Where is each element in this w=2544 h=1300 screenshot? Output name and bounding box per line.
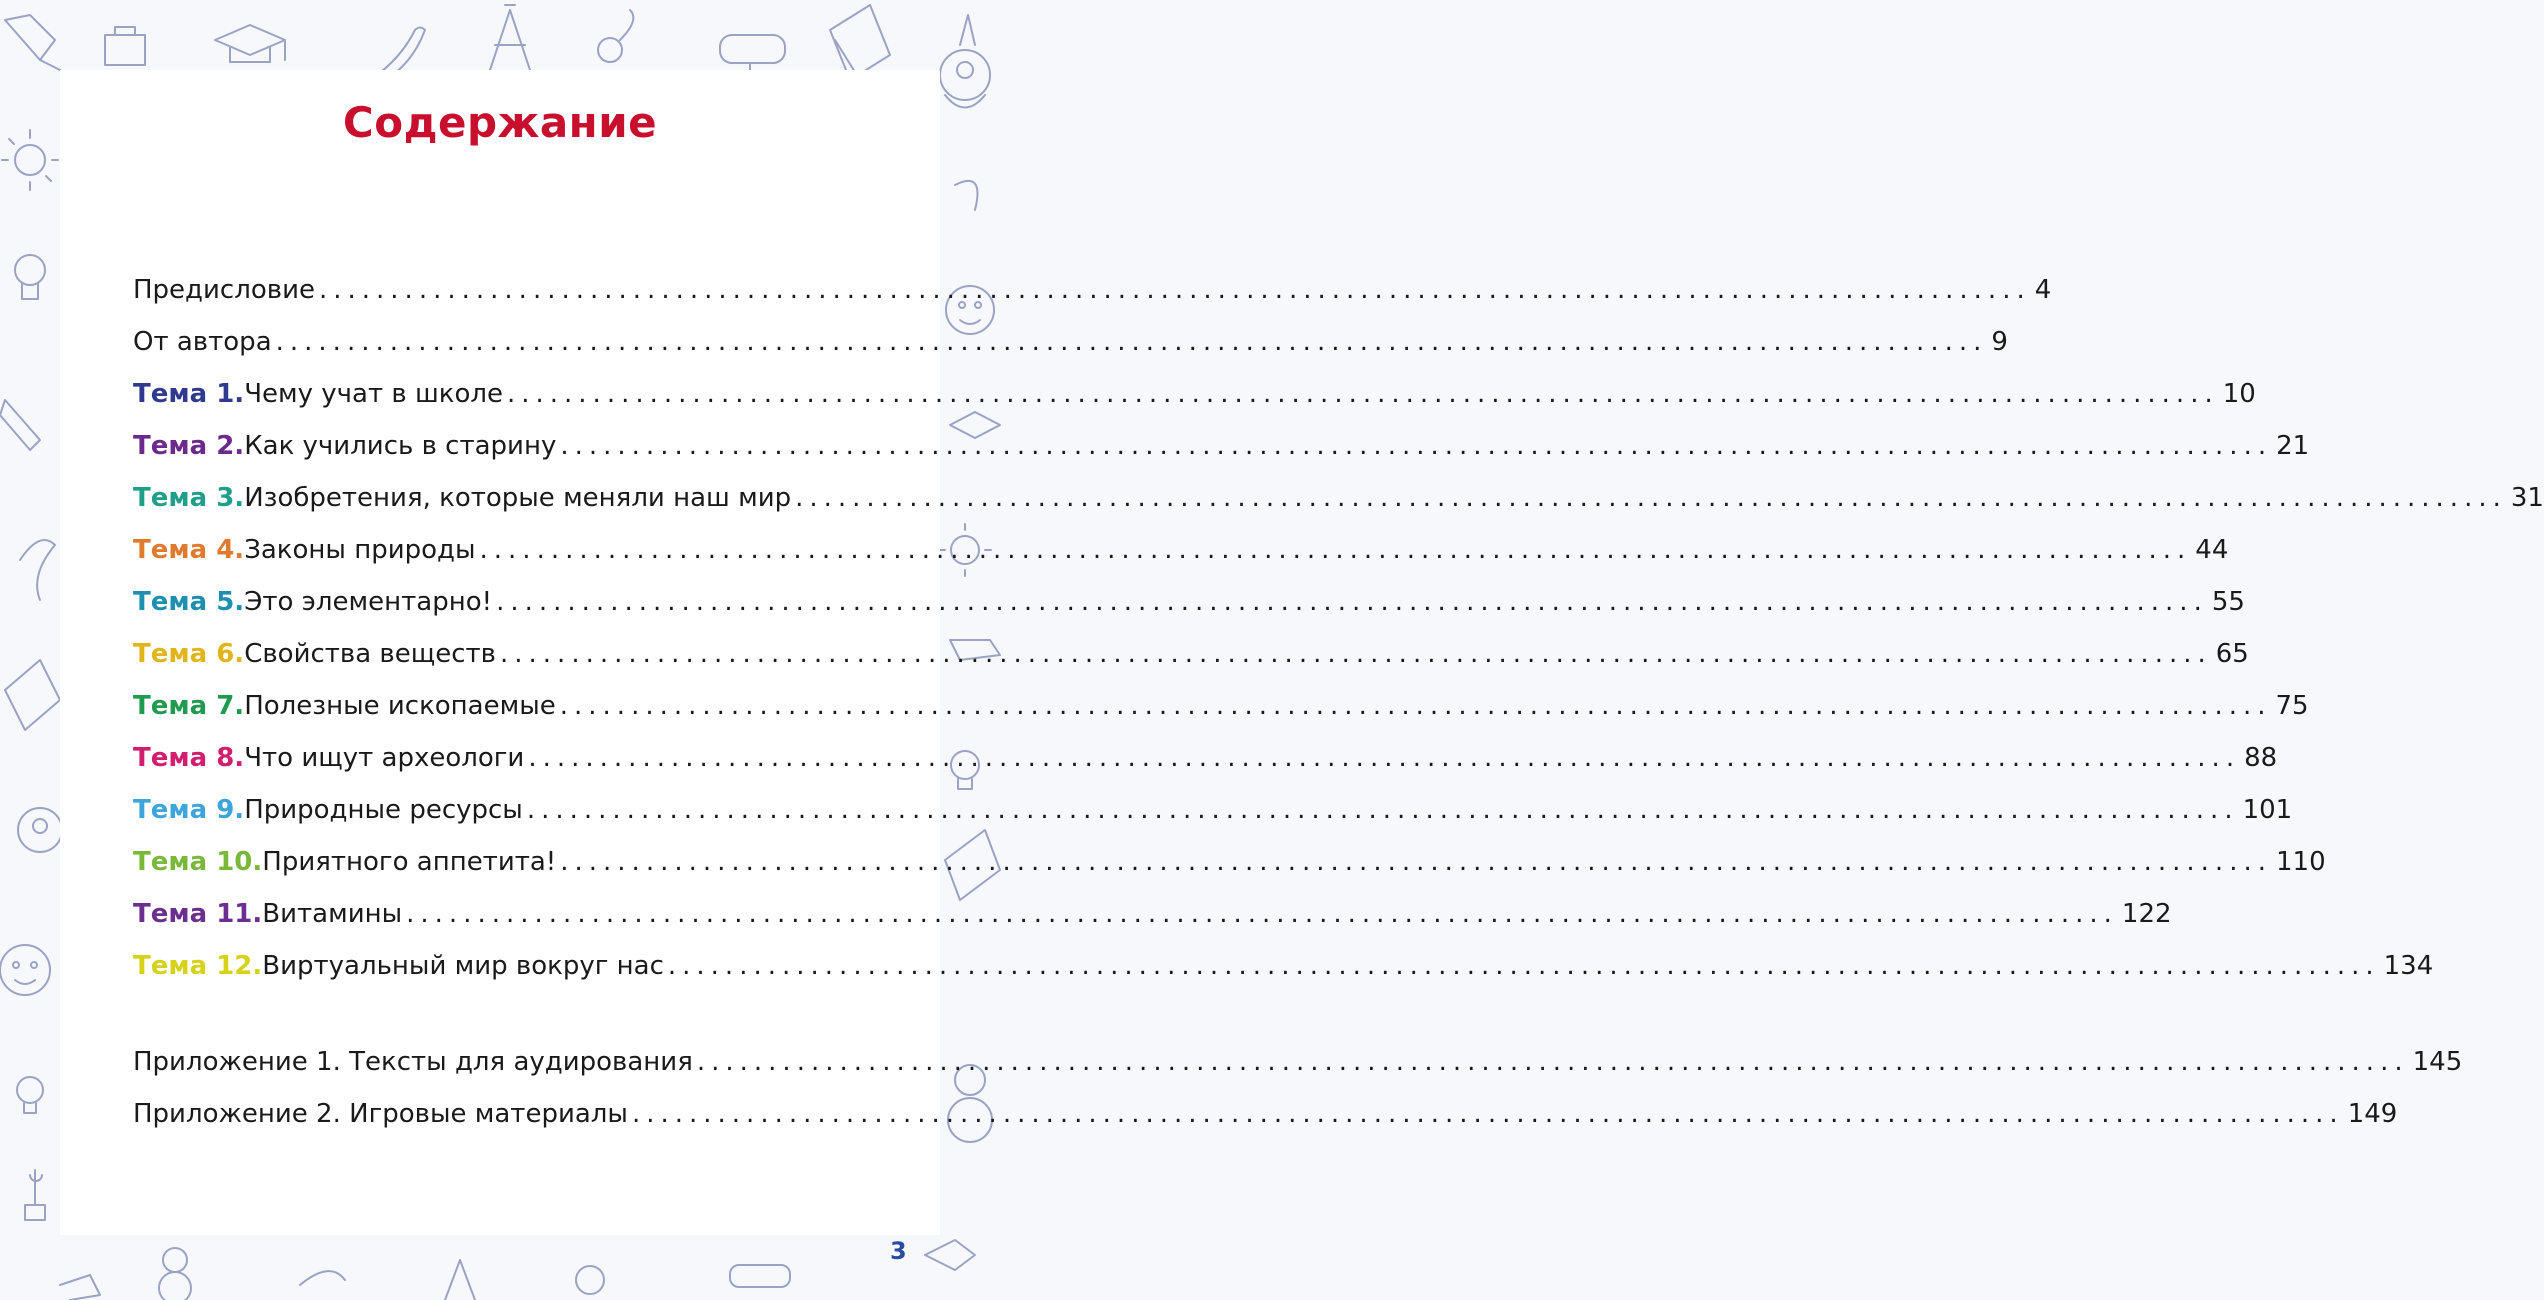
toc-row-topic-3[interactable] xyxy=(133,472,2544,524)
topic-number: Тема 11. xyxy=(133,899,263,929)
dot-leader: ........................................................................................................................ xyxy=(560,847,2272,877)
dot-leader: ........................................................................................................................ xyxy=(496,587,2208,617)
dot-leader: ........................................................................................................................ xyxy=(506,379,2219,409)
toc-page-number: 10 xyxy=(2222,379,2256,409)
toc-page-number: 122 xyxy=(2121,899,2172,929)
toc-label: Витамины xyxy=(262,899,403,929)
dot-leader: ........................................................................................................................ xyxy=(526,795,2239,825)
pencil-icon xyxy=(0,400,40,450)
lightbulb-icon xyxy=(15,255,45,299)
toc-label: Свойства веществ xyxy=(244,639,496,669)
dot-leader: ........................................................................................................................ xyxy=(528,743,2241,773)
toc-label: Чему учат в школе xyxy=(244,379,503,409)
toc-page-number: 88 xyxy=(2244,743,2278,773)
arrow-icon xyxy=(20,540,55,600)
topic-number: Тема 3. xyxy=(133,483,245,513)
toc-page-number: 134 xyxy=(2383,951,2434,981)
toc-label: Что ищут археологи xyxy=(244,743,525,773)
lightbulb-icon xyxy=(598,10,633,62)
toc-row-topic-5[interactable] xyxy=(133,576,2245,628)
topic-number: Тема 8. xyxy=(133,743,245,773)
toc-row-topic-6[interactable] xyxy=(133,628,2249,680)
toc-label: От автора xyxy=(133,327,272,357)
toc-page-number: 21 xyxy=(2276,431,2310,461)
lightbulb-icon xyxy=(576,1266,604,1294)
toc-label: Как учились в старину xyxy=(244,431,557,461)
toc-label: Изобретения, которые меняли наш мир xyxy=(244,483,792,513)
toc-row-topic-11[interactable] xyxy=(133,888,2172,940)
book-icon xyxy=(830,5,890,80)
toc-page-number: 145 xyxy=(2412,1047,2463,1077)
toc-row-appendix-1[interactable] xyxy=(133,1036,2463,1088)
toc-label: Это элементарно! xyxy=(244,587,493,617)
toc-page-number: 44 xyxy=(2195,535,2229,565)
toc-row-topic-8[interactable] xyxy=(133,732,2278,784)
topic-number: Тема 2. xyxy=(133,431,245,461)
dot-leader: ........................................................................................................................ xyxy=(318,275,2031,305)
toc-page-number: 55 xyxy=(2211,587,2245,617)
toc-page-number: 101 xyxy=(2242,795,2293,825)
toc-page-number: 4 xyxy=(2034,275,2052,305)
dot-leader: ........................................................................................................................ xyxy=(667,951,2380,981)
toc-label: Природные ресурсы xyxy=(244,795,523,825)
toc-row-topic-1[interactable] xyxy=(133,368,2256,420)
arrow-icon xyxy=(60,1275,100,1300)
toc-page-number: 149 xyxy=(2347,1099,2398,1129)
topic-number: Тема 12. xyxy=(133,951,263,981)
dot-leader: ........................................................................................................................ xyxy=(559,691,2272,721)
toc-label: Предисловие xyxy=(133,275,315,305)
dot-leader: ........................................................................................................................ xyxy=(631,1099,2344,1129)
dot-leader: ........................................................................................................................ xyxy=(795,483,2507,513)
snowman-icon xyxy=(159,1248,191,1300)
toc-page-number: 110 xyxy=(2276,847,2326,877)
table-of-contents xyxy=(133,264,2544,992)
toc-label: Приятного аппетита! xyxy=(262,847,557,877)
topic-number: Тема 1. xyxy=(133,379,245,409)
book-icon xyxy=(5,660,60,730)
toc-row-topic-2[interactable] xyxy=(133,420,2310,472)
toc-page-number: 31 xyxy=(2510,483,2544,513)
lightbulb-icon xyxy=(17,1077,43,1113)
dot-leader: ........................................................................................................................ xyxy=(500,639,2212,669)
toc-row-topic-9[interactable] xyxy=(133,784,2293,836)
compass-icon xyxy=(445,1260,475,1300)
page-number: 3 xyxy=(890,1237,907,1265)
dot-leader: ........................................................................................................................ xyxy=(560,431,2273,461)
pencil-icon xyxy=(300,1271,345,1285)
monster-icon xyxy=(940,15,990,108)
compass-icon xyxy=(490,5,530,70)
toc-label: Полезные ископаемые xyxy=(244,691,556,721)
monster-icon xyxy=(18,808,62,852)
topic-number: Тема 5. xyxy=(133,587,245,617)
toc-page-number: 75 xyxy=(2275,691,2309,721)
toc-row-topic-4[interactable] xyxy=(133,524,2229,576)
dot-leader: ........................................................................................................................ xyxy=(275,327,1988,357)
topic-number: Тема 4. xyxy=(133,535,245,565)
topic-number: Тема 10. xyxy=(133,847,263,877)
toc-row-from-author[interactable] xyxy=(133,316,2008,368)
toc-label: Законы природы xyxy=(244,535,476,565)
toc-label: Приложение 1. Тексты для аудирования xyxy=(133,1047,693,1077)
page-title: Содержание xyxy=(342,98,658,147)
toc-label: Виртуальный мир вокруг нас xyxy=(262,951,664,981)
topic-number: Тема 9. xyxy=(133,795,245,825)
dot-leader: ........................................................................................................................ xyxy=(479,535,2192,565)
graduation-cap-icon xyxy=(215,25,285,62)
speech-sign-icon xyxy=(720,35,785,73)
toc-label: Приложение 2. Игровые материалы xyxy=(133,1099,628,1129)
toc-row-topic-12[interactable] xyxy=(133,940,2434,992)
toc-page-number: 65 xyxy=(2215,639,2249,669)
topic-number: Тема 7. xyxy=(133,691,245,721)
bag-icon xyxy=(105,27,145,65)
toc-row-preface[interactable] xyxy=(133,264,2052,316)
chess-piece-icon xyxy=(25,1170,45,1220)
arrow-icon xyxy=(925,1240,975,1270)
toc-row-topic-10[interactable] xyxy=(133,836,2326,888)
toc-row-appendix-2[interactable] xyxy=(133,1088,2398,1140)
appendix-list xyxy=(133,1036,2463,1140)
toc-row-topic-7[interactable] xyxy=(133,680,2309,732)
dot-leader: ........................................................................................................................ xyxy=(696,1047,2409,1077)
speech-sign-icon xyxy=(730,1265,790,1287)
topic-number: Тема 6. xyxy=(133,639,245,669)
dot-leader: ........................................................................................................................ xyxy=(406,899,2118,929)
kid-face-icon xyxy=(0,945,50,995)
arrow-icon xyxy=(5,15,60,70)
arrow-icon xyxy=(955,181,978,210)
toc-page-number: 9 xyxy=(1991,327,2008,357)
